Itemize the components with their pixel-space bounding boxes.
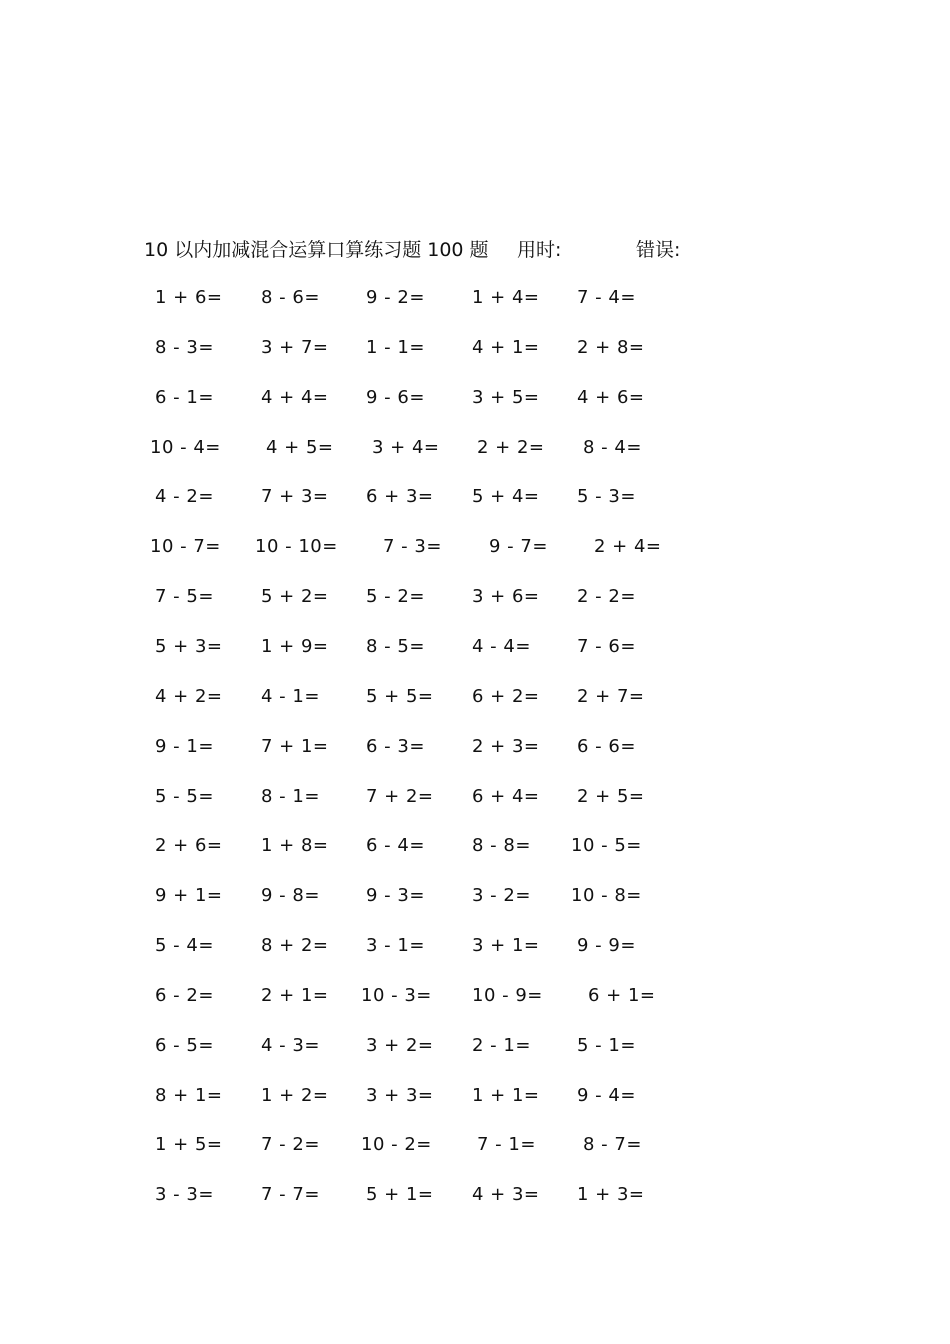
arithmetic-problem: 8 - 1=: [261, 786, 320, 807]
arithmetic-problem: 2 + 7=: [577, 686, 645, 707]
arithmetic-problem: 6 + 3=: [366, 486, 434, 507]
arithmetic-problem: 3 - 1=: [366, 935, 425, 956]
arithmetic-problem: 8 - 7=: [583, 1134, 642, 1155]
arithmetic-problem: 6 - 3=: [366, 736, 425, 757]
arithmetic-problem: 7 - 3=: [383, 536, 442, 557]
arithmetic-problem: 4 + 1=: [472, 337, 540, 358]
arithmetic-problem: 8 - 6=: [261, 287, 320, 308]
arithmetic-problem: 1 + 8=: [261, 835, 329, 856]
arithmetic-problem: 9 - 7=: [489, 536, 548, 557]
arithmetic-problem: 5 - 2=: [366, 586, 425, 607]
arithmetic-problem: 1 + 1=: [472, 1085, 540, 1106]
errors-label: 错误:: [636, 239, 681, 261]
arithmetic-problem: 5 + 5=: [366, 686, 434, 707]
arithmetic-problem: 3 + 2=: [366, 1035, 434, 1056]
arithmetic-problem: 2 - 2=: [577, 586, 636, 607]
arithmetic-problem: 7 - 2=: [261, 1134, 320, 1155]
arithmetic-problem: 9 - 2=: [366, 287, 425, 308]
arithmetic-problem: 3 - 3=: [155, 1184, 214, 1205]
arithmetic-problem: 2 - 1=: [472, 1035, 531, 1056]
arithmetic-problem: 3 + 4=: [372, 437, 440, 458]
arithmetic-problem: 6 - 5=: [155, 1035, 214, 1056]
arithmetic-problem: 9 - 9=: [577, 935, 636, 956]
arithmetic-problem: 4 - 1=: [261, 686, 320, 707]
arithmetic-problem: 10 - 5=: [571, 835, 642, 856]
arithmetic-problem: 8 + 1=: [155, 1085, 223, 1106]
arithmetic-problem: 8 - 4=: [583, 437, 642, 458]
arithmetic-problem: 7 + 3=: [261, 486, 329, 507]
arithmetic-problem: 7 + 1=: [261, 736, 329, 757]
arithmetic-problem: 3 + 7=: [261, 337, 329, 358]
arithmetic-problem: 2 + 6=: [155, 835, 223, 856]
arithmetic-problem: 2 + 4=: [594, 536, 662, 557]
arithmetic-problem: 10 - 10=: [255, 536, 338, 557]
arithmetic-problem: 4 + 3=: [472, 1184, 540, 1205]
arithmetic-problem: 4 + 5=: [266, 437, 334, 458]
arithmetic-problem: 7 - 6=: [577, 636, 636, 657]
arithmetic-problem: 8 + 2=: [261, 935, 329, 956]
arithmetic-problem: 10 - 7=: [150, 536, 221, 557]
arithmetic-problem: 2 + 3=: [472, 736, 540, 757]
arithmetic-problem: 4 - 3=: [261, 1035, 320, 1056]
time-used-label: 用时:: [517, 239, 562, 261]
arithmetic-problem: 5 + 2=: [261, 586, 329, 607]
arithmetic-problem: 9 - 1=: [155, 736, 214, 757]
arithmetic-problem: 7 - 7=: [261, 1184, 320, 1205]
arithmetic-problem: 1 + 6=: [155, 287, 223, 308]
arithmetic-problem: 2 + 1=: [261, 985, 329, 1006]
arithmetic-problem: 4 + 4=: [261, 387, 329, 408]
arithmetic-problem: 6 - 6=: [577, 736, 636, 757]
arithmetic-problem: 9 - 8=: [261, 885, 320, 906]
arithmetic-problem: 3 + 5=: [472, 387, 540, 408]
arithmetic-problem: 9 + 1=: [155, 885, 223, 906]
arithmetic-problem: 5 + 3=: [155, 636, 223, 657]
arithmetic-problem: 1 - 1=: [366, 337, 425, 358]
arithmetic-problem: 3 - 2=: [472, 885, 531, 906]
arithmetic-problem: 2 + 5=: [577, 786, 645, 807]
arithmetic-problem: 10 - 9=: [472, 985, 543, 1006]
arithmetic-problem: 1 + 9=: [261, 636, 329, 657]
arithmetic-problem: 1 + 5=: [155, 1134, 223, 1155]
arithmetic-problem: 3 + 1=: [472, 935, 540, 956]
arithmetic-problem: 3 + 3=: [366, 1085, 434, 1106]
arithmetic-problem: 8 - 3=: [155, 337, 214, 358]
arithmetic-problem: 7 - 5=: [155, 586, 214, 607]
arithmetic-problem: 6 - 2=: [155, 985, 214, 1006]
arithmetic-problem: 4 + 6=: [577, 387, 645, 408]
arithmetic-problem: 2 + 8=: [577, 337, 645, 358]
arithmetic-problem: 7 - 4=: [577, 287, 636, 308]
arithmetic-problem: 1 + 2=: [261, 1085, 329, 1106]
arithmetic-problem: 9 - 3=: [366, 885, 425, 906]
arithmetic-problem: 10 - 8=: [571, 885, 642, 906]
arithmetic-problem: 5 - 5=: [155, 786, 214, 807]
arithmetic-problem: 1 + 3=: [577, 1184, 645, 1205]
arithmetic-problem: 1 + 4=: [472, 287, 540, 308]
arithmetic-problem: 5 - 3=: [577, 486, 636, 507]
arithmetic-problem: 6 + 1=: [588, 985, 656, 1006]
arithmetic-problem: 4 - 2=: [155, 486, 214, 507]
arithmetic-problem: 5 - 4=: [155, 935, 214, 956]
arithmetic-problem: 9 - 6=: [366, 387, 425, 408]
arithmetic-problem: 5 - 1=: [577, 1035, 636, 1056]
arithmetic-problem: 6 - 4=: [366, 835, 425, 856]
arithmetic-problem: 10 - 3=: [361, 985, 432, 1006]
arithmetic-problem: 7 + 2=: [366, 786, 434, 807]
arithmetic-problem: 9 - 4=: [577, 1085, 636, 1106]
arithmetic-problem: 10 - 2=: [361, 1134, 432, 1155]
arithmetic-problem: 6 + 2=: [472, 686, 540, 707]
arithmetic-problem: 3 + 6=: [472, 586, 540, 607]
arithmetic-problem: 6 + 4=: [472, 786, 540, 807]
arithmetic-problem: 2 + 2=: [477, 437, 545, 458]
arithmetic-problem: 5 + 4=: [472, 486, 540, 507]
arithmetic-problem: 7 - 1=: [477, 1134, 536, 1155]
arithmetic-problem: 8 - 5=: [366, 636, 425, 657]
arithmetic-problem: 4 + 2=: [155, 686, 223, 707]
arithmetic-problem: 8 - 8=: [472, 835, 531, 856]
arithmetic-problem: 4 - 4=: [472, 636, 531, 657]
worksheet-title: 10 以内加减混合运算口算练习题 100 题: [144, 239, 489, 261]
arithmetic-problem: 10 - 4=: [150, 437, 221, 458]
arithmetic-problem: 5 + 1=: [366, 1184, 434, 1205]
arithmetic-problem: 6 - 1=: [155, 387, 214, 408]
